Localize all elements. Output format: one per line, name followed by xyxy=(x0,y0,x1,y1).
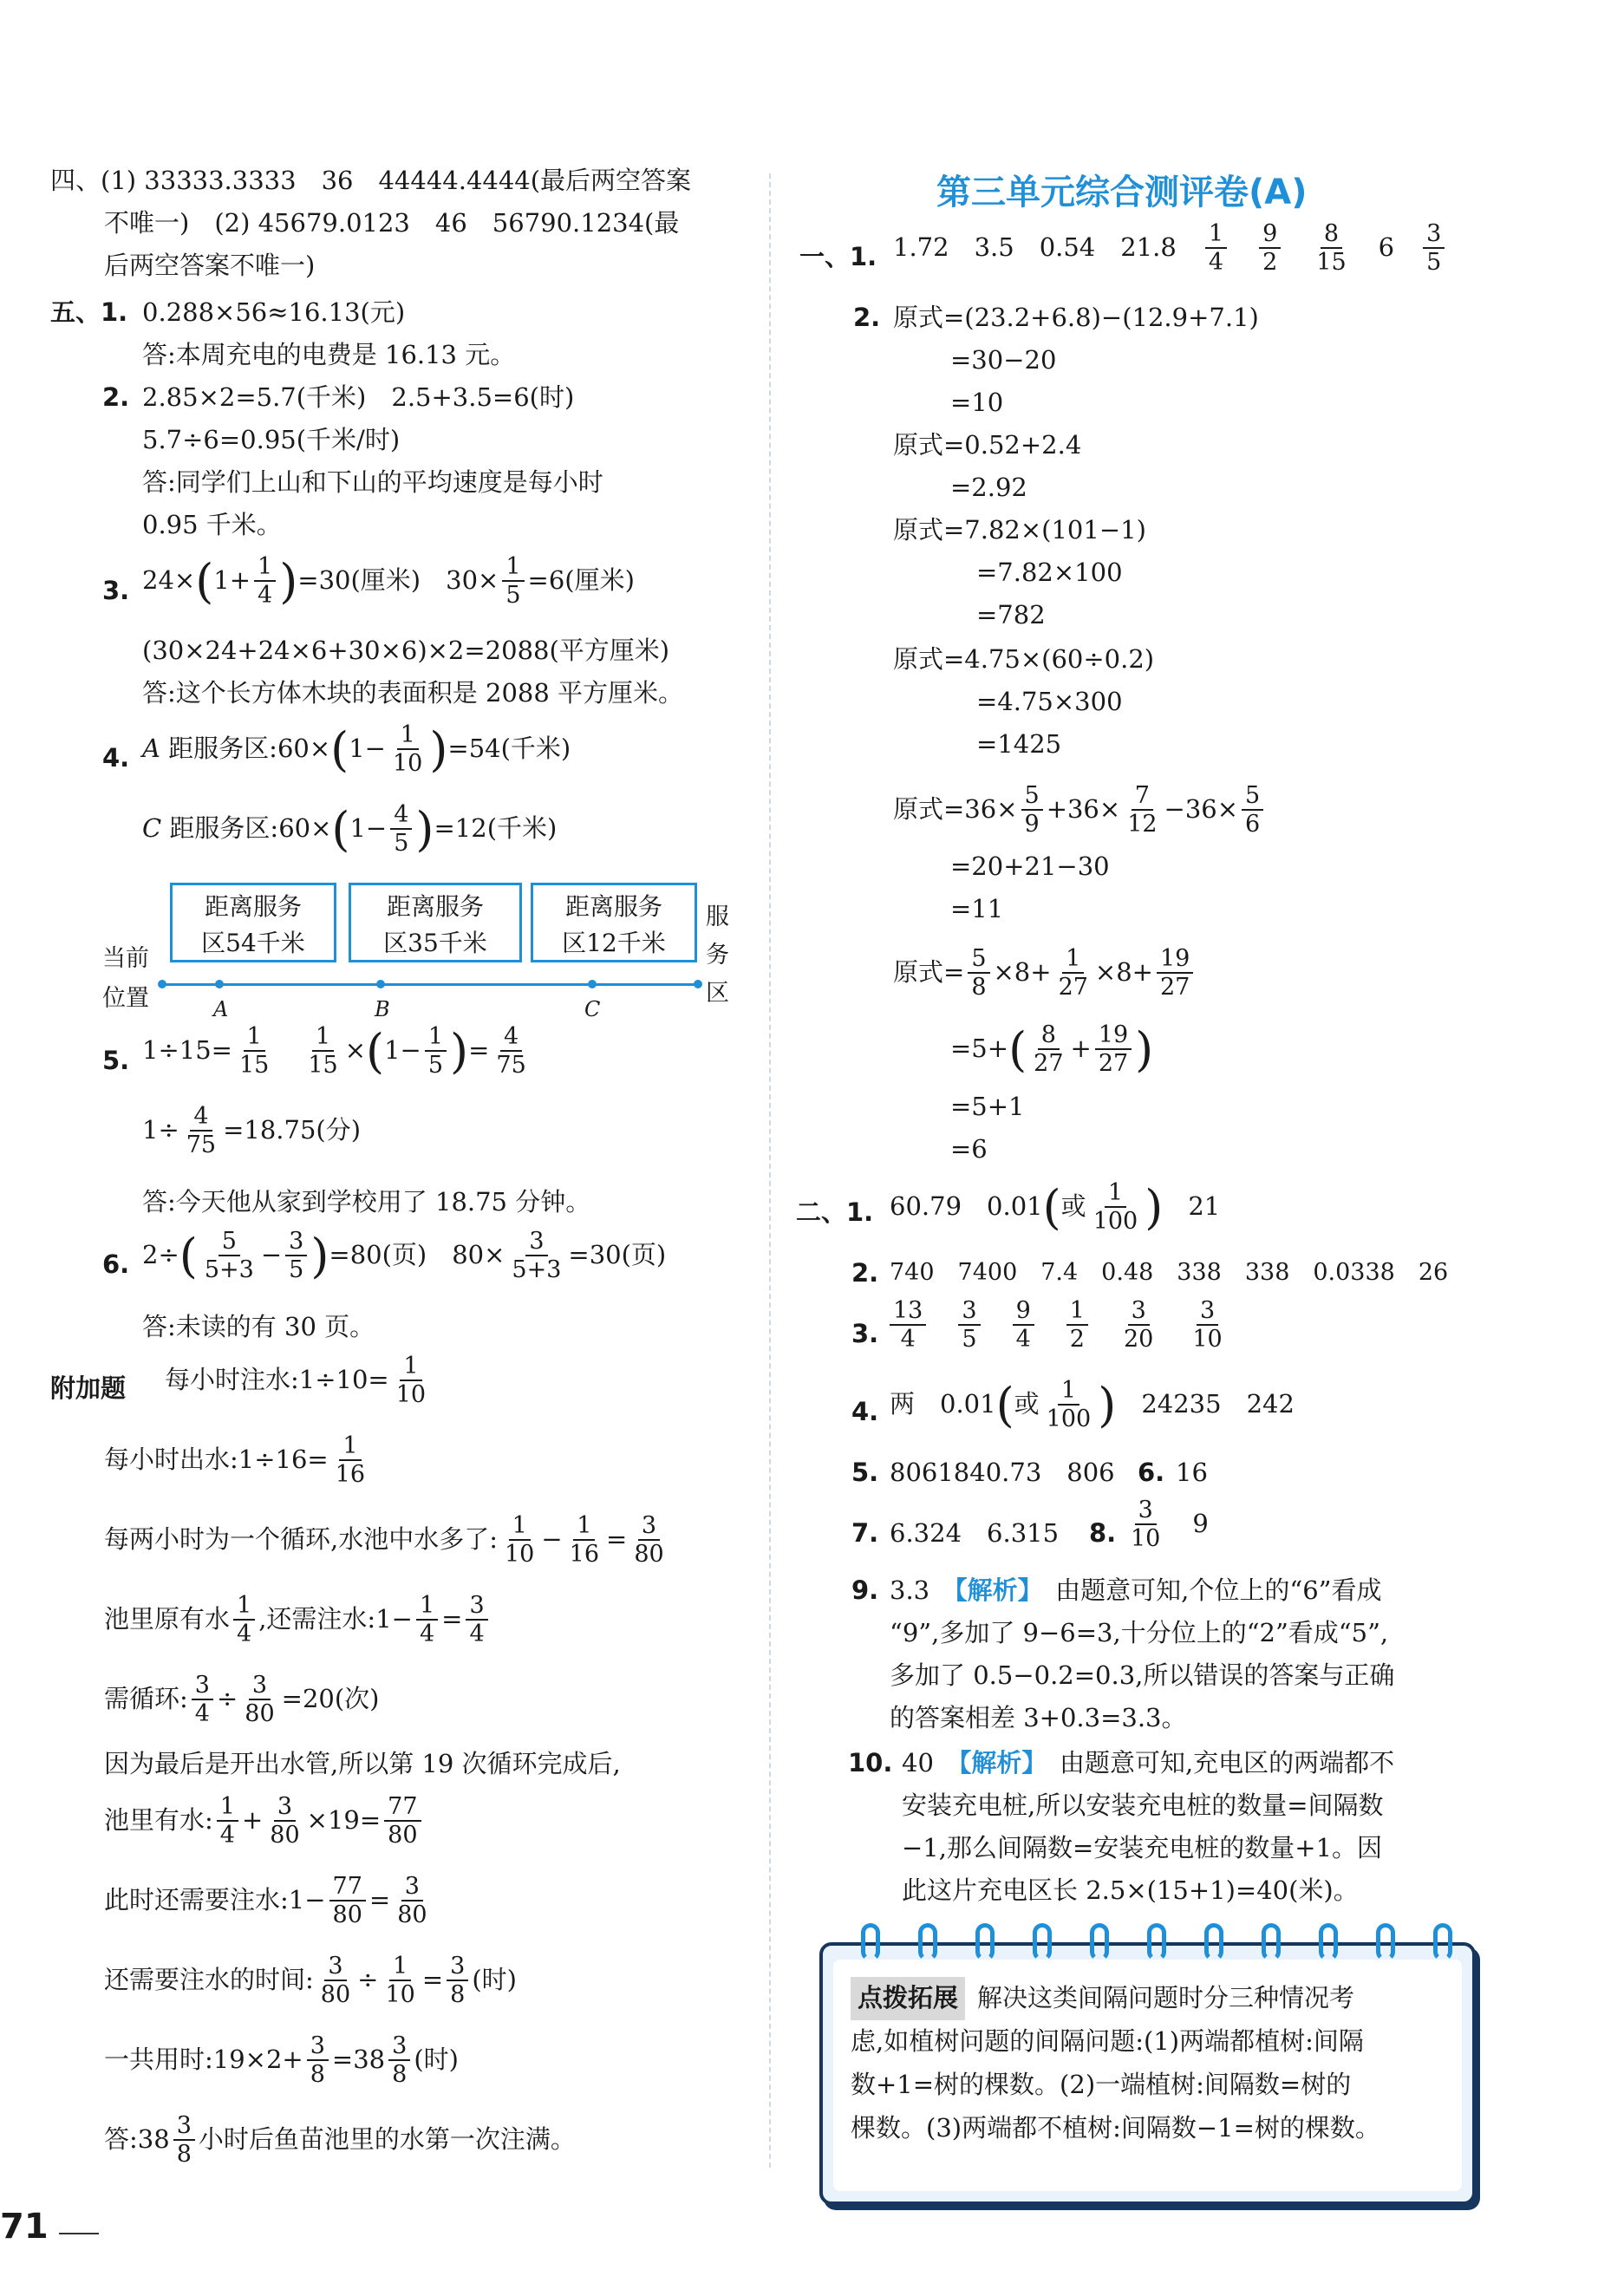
q5-6-num: 6. xyxy=(102,1249,130,1279)
q5-5-line-3: 答:今天他从家到学校用了 18.75 分钟。 xyxy=(142,1187,591,1217)
distance-line xyxy=(162,983,698,986)
q5-6-line-2: 答:未读的有 30 页。 xyxy=(142,1312,375,1341)
q5-4-num: 4. xyxy=(102,743,130,773)
extra-line-1: 每小时注水:1÷10= $\frac{1}{10}$ xyxy=(165,1353,427,1409)
s2-q8: $\frac{3}{10}$ 9 xyxy=(1131,1497,1209,1553)
s1-q2-e-r2: =11 xyxy=(950,894,1004,923)
s1-q2-f-r2: =5+1 xyxy=(950,1092,1025,1121)
binder-ring xyxy=(975,1923,995,1961)
q5-3-line-1: 24×(1+ $\frac{1}{4}$ )=30(厘米) 30× $\frac{1}{5}$ =6(厘米) xyxy=(142,553,635,610)
start-label-2: 位置 xyxy=(102,985,149,1012)
binder-ring xyxy=(1433,1923,1452,1961)
start-label-1: 当前 xyxy=(102,945,149,972)
tip-line-3: 数+1=树的棵数。(2)一端植树:间隔数=树的 xyxy=(851,2069,1352,2099)
q5-6-line-1: 2÷( $\frac{5}{5+3}$ − $\frac{3}{5}$ )=80(页) 80× $\frac{3}{5+3}$ =30(页) xyxy=(142,1228,667,1284)
tip-card xyxy=(819,1942,1476,2205)
s1-q1: 1.72 3.5 0.54 21.8 $\frac{1}{4}$ $\frac{9}{2}$ $\frac{8}{15}$ 6 $\frac{3}{5}$ xyxy=(893,222,1448,276)
q5-1-line-2: 答:本周充电的电费是 16.13 元。 xyxy=(142,340,516,369)
point-b xyxy=(376,980,385,988)
s2-q2: 740 7400 7.4 0.48 338 338 0.0338 26 xyxy=(890,1259,1449,1286)
binder-ring xyxy=(1204,1923,1223,1961)
extra-line-10: 一共用时:19×2+ $\frac{3}{8}$ =38 $\frac{3}{8}$ (时) xyxy=(104,2032,459,2089)
s2-q9-line-2: “9”,多加了 9−6=3,十分位上的“2”看成“5”, xyxy=(890,1618,1389,1647)
s1-q2-line-1: 原式=(23.2+6.8)−(12.9+7.1) xyxy=(893,303,1259,332)
binder-ring xyxy=(1147,1923,1166,1961)
section-title: 第三单元综合测评卷(A) xyxy=(936,173,1308,212)
extra-line-3: 每两小时为一个循环,水池中水多了: $\frac{1}{10}$ − $\frac{1}{16}$ = $\frac{3}{80}$ xyxy=(104,1512,664,1569)
extra-line-11: 答:38 $\frac{3}{8}$ 小时后鱼苗池里的水第一次注满。 xyxy=(104,2112,576,2169)
s1-q2-line-9: 原式=4.75×(60÷0.2) xyxy=(893,644,1155,674)
extra-label: 附加题 xyxy=(50,1373,127,1403)
s1-q2-line-11: =1425 xyxy=(976,729,1062,759)
page-number: 71 xyxy=(0,2207,49,2247)
s2-q10-line-2: 安装充电桩,所以安装充电桩的数量=间隔数 xyxy=(902,1791,1384,1820)
binder-ring xyxy=(1033,1923,1052,1961)
s2-q9-line-3: 多加了 0.5−0.2=0.3,所以错误的答案与正确 xyxy=(890,1660,1395,1690)
s2-q4-num: 4. xyxy=(851,1397,879,1426)
s1-q2-line-7: =7.82×100 xyxy=(976,558,1123,587)
s2-q9-num: 9. xyxy=(851,1575,879,1605)
s1-q2-num: 2. xyxy=(853,303,881,332)
extra-line-7: 池里有水: $\frac{1}{4}$ + $\frac{3}{80}$ ×19= $\frac{77}{80}$ xyxy=(104,1795,425,1849)
end-point xyxy=(694,980,702,988)
q5-5-line-2: 1÷ $\frac{4}{75}$ =18.75(分) xyxy=(142,1103,362,1159)
extra-line-4: 池里原有水 $\frac{1}{4}$ ,还需注水:1− $\frac{1}{4}$ = $\frac{3}{4}$ xyxy=(104,1594,492,1647)
tip-line-4: 棵数。(3)两端都不植树:间隔数−1=树的棵数。 xyxy=(851,2112,1380,2143)
s2-q3: $\frac{13}{4}$ $\frac{3}{5}$ $\frac{9}{4}$ $\frac{1}{2}$ $\frac{3}{20}$ $\frac{3}{10}$ xyxy=(886,1299,1229,1353)
tip-line-1: 解决这类间隔问题时分三种情况考 xyxy=(977,1983,1355,2012)
extra-line-6: 因为最后是开出水管,所以第 19 次循环完成后, xyxy=(104,1749,621,1778)
s2-q9-line-1: 3.3 【解析】 由题意可知,个位上的“6”看成 xyxy=(890,1575,1382,1605)
s2-q5-num: 5. xyxy=(851,1458,879,1487)
extra-line-8: 此时还需要注水:1− $\frac{77}{80}$ = $\frac{3}{80}$ xyxy=(104,1873,427,1929)
analysis-tag-10: 【解析】 xyxy=(958,1748,1034,1777)
s2-q5: 8061840.73 806 xyxy=(890,1458,1115,1487)
q4-line-2: 不唯一) (2) 45679.0123 46 56790.1234(最 xyxy=(104,208,680,238)
q5-2-num: 2. xyxy=(102,382,130,412)
s1-q2-line-5: =2.92 xyxy=(950,473,1027,502)
s2-q7-num: 7. xyxy=(851,1518,879,1548)
s2-q10-line-3: −1,那么间隔数=安装充电桩的数量+1。因 xyxy=(902,1833,1383,1862)
binder-ring xyxy=(918,1923,937,1961)
s2-q9-line-4: 的答案相差 3+0.3=3.3。 xyxy=(890,1703,1187,1732)
s2-q10-line-1: 40 【解析】 由题意可知,充电区的两端都不 xyxy=(902,1748,1395,1777)
q5-5-line-1: 1÷15= $\frac{1}{15}$ $\frac{1}{15}$ ×(1− $\frac{1}{5}$ )= $\frac{4}{75}$ xyxy=(142,1023,526,1080)
end-label-2: 务 xyxy=(706,942,729,969)
binder-ring xyxy=(861,1923,880,1961)
q5-3-num: 3. xyxy=(102,576,130,605)
point-a xyxy=(215,980,224,988)
s1-q2-line-10: =4.75×300 xyxy=(976,687,1123,716)
tip-tag: 点拨拓展 xyxy=(851,1977,965,2020)
binder-ring xyxy=(1090,1923,1109,1961)
q5-2-line-3: 答:同学们上山和下山的平均速度是每小时 xyxy=(142,467,603,497)
s1-q2-line-8: =782 xyxy=(976,600,1046,629)
s2-q1: 60.79 0.01(或 $\frac{1}{100}$ ) 21 xyxy=(890,1179,1221,1236)
s1-q2-line-6: 原式=7.82×(101−1) xyxy=(893,515,1146,545)
s2-q3-num: 3. xyxy=(851,1319,879,1348)
q5-label: 五、1. xyxy=(50,297,128,327)
end-label-3: 区 xyxy=(706,980,729,1007)
q5-4-line-c: C 距服务区:60×(1− $\frac{4}{5}$ )=12(千米) xyxy=(142,801,558,858)
tip-card-body xyxy=(833,1960,1462,2191)
s1-q2-expr-f: 原式= $\frac{5}{8}$ ×8+ $\frac{1}{27}$ ×8+ $\frac{19}{27}$ xyxy=(893,947,1197,1001)
s1-q2-f-r3: =6 xyxy=(950,1134,988,1164)
s1-q2-line-3: =10 xyxy=(950,388,1004,417)
end-label-1: 服 xyxy=(706,903,729,930)
s2-label: 二、1. xyxy=(796,1197,874,1227)
tip-line-2: 虑,如植树问题的间隔问题:(1)两端都植树:间隔 xyxy=(851,2025,1364,2056)
q5-2-line-1: 2.85×2=5.7(千米) 2.5+3.5=6(时) xyxy=(142,382,575,412)
s1-q2-expr-e: 原式=36× $\frac{5}{9}$ +36× $\frac{7}{12}$ −36× $\frac{5}{6}$ xyxy=(893,784,1267,838)
q5-2-line-2: 5.7÷6=0.95(千米/时) xyxy=(142,425,401,454)
distance-box-c: 距离服务 区12千米 xyxy=(531,883,697,962)
q4-line-1: 四、(1) 33333.3333 36 44444.4444(最后两空答案 xyxy=(50,166,692,195)
page-number-rule xyxy=(59,2233,99,2234)
q5-2-line-4: 0.95 千米。 xyxy=(142,510,282,539)
point-b-label: B xyxy=(375,997,390,1021)
s2-q4: 两 0.01(或 $\frac{1}{100}$ ) 24235 242 xyxy=(890,1377,1295,1433)
point-c-label: C xyxy=(584,997,601,1021)
s2-q10-line-4: 此这片充电区长 2.5×(15+1)=40(米)。 xyxy=(902,1875,1359,1905)
q5-3-line-3: 答:这个长方体木块的表面积是 2088 平方厘米。 xyxy=(142,678,684,708)
s1-q2-line-4: 原式=0.52+2.4 xyxy=(893,430,1082,460)
column-divider xyxy=(769,173,771,2168)
analysis-tag-9: 【解析】 xyxy=(955,1575,1031,1605)
s2-q7: 6.324 6.315 xyxy=(890,1518,1060,1548)
s2-q2-num: 2. xyxy=(851,1258,879,1288)
s2-q6-num: 6. xyxy=(1138,1458,1165,1487)
point-a-label: A xyxy=(213,997,229,1021)
extra-line-9: 还需要注水的时间: $\frac{3}{80}$ ÷ $\frac{1}{10}$ = $\frac{3}{8}$ (时) xyxy=(104,1953,517,2009)
binder-ring xyxy=(1319,1923,1338,1961)
q5-5-num: 5. xyxy=(102,1046,130,1075)
q5-4-line-a: A 距服务区:60×(1− $\frac{1}{10}$ )=54(千米) xyxy=(142,721,571,778)
binder-ring xyxy=(1262,1923,1281,1961)
s2-q10-num: 10. xyxy=(848,1748,893,1777)
extra-line-5: 需循环: $\frac{3}{4}$ ÷ $\frac{3}{80}$ =20(次) xyxy=(104,1672,380,1728)
s1-q2-line-2: =30−20 xyxy=(950,345,1057,375)
point-c xyxy=(588,980,597,988)
q4-line-3: 后两空答案不唯一) xyxy=(104,251,316,280)
extra-line-2: 每小时出水:1÷16= $\frac{1}{16}$ xyxy=(104,1432,366,1489)
s1-label: 一、1. xyxy=(799,242,877,271)
s2-q8-num: 8. xyxy=(1089,1518,1117,1548)
distance-box-b: 距离服务 区35千米 xyxy=(349,883,522,962)
start-point xyxy=(158,980,166,988)
binder-ring xyxy=(1376,1923,1395,1961)
q5-3-line-2: (30×24+24×6+30×6)×2=2088(平方厘米) xyxy=(142,636,670,665)
q5-1-line-1: 0.288×56≈16.13(元) xyxy=(142,297,406,327)
s1-q2-f-r1: =5+( $\frac{8}{27}$ + $\frac{19}{27}$ ) xyxy=(950,1021,1154,1078)
s1-q2-e-r1: =20+21−30 xyxy=(950,851,1110,881)
s2-q6: 16 xyxy=(1176,1458,1208,1487)
distance-box-a: 距离服务 区54千米 xyxy=(170,883,336,962)
